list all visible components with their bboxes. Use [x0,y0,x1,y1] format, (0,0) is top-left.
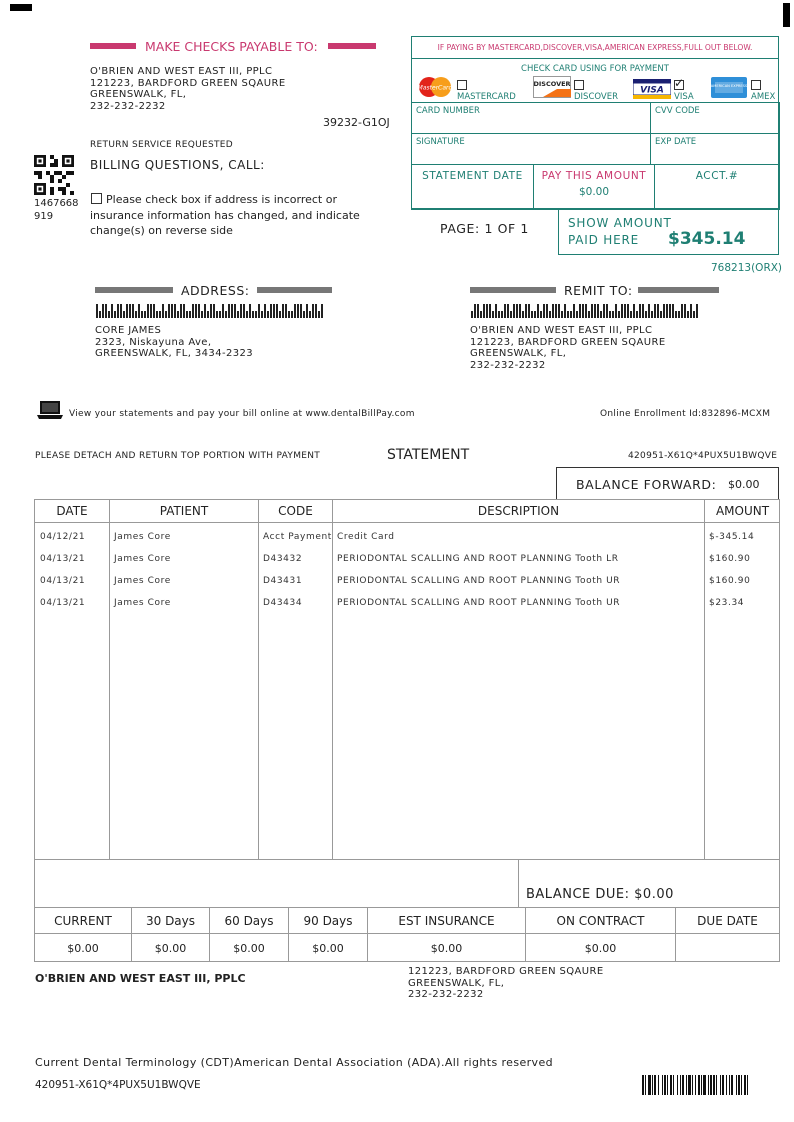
barcode-bar [126,304,128,318]
barcode-bar [630,311,632,318]
card-banner: IF PAYING BY MASTERCARD,DISCOVER,VISA,AMERICAN EXPRESS,FULL OUT BELOW. [437,43,753,52]
aging-header-60: 60 Days [224,914,274,928]
row-amount: $23.34 [709,598,745,608]
footer-practice-name: O'BRIEN AND WEST EAST III, PPLC [35,972,246,985]
statement-date-cell [411,164,534,210]
statement-table [34,499,780,962]
barcode-bar [651,311,653,318]
barcode-bar [219,311,221,318]
barcode-bar [540,311,542,318]
barcode-bar [321,304,323,318]
barcode-bar [300,304,302,318]
statement-code: 420951-X61Q*4PUX5U1BWQVE [628,451,778,461]
barcode-bar [558,304,560,318]
barcode-bar [654,304,656,318]
visa-label: VISA [674,92,694,102]
row-patient: James Core [114,532,171,542]
mastercard-logo-text: MasterCard [417,84,453,92]
aging-value-60: $0.00 [233,942,265,955]
remit-line: 232-232-2232 [470,359,546,371]
signature-field[interactable] [411,133,651,165]
row-code: D43434 [263,598,303,608]
barcode-bar [624,304,626,318]
barcode-bar [141,311,143,318]
barcode-bar [549,311,551,318]
exp-date-field[interactable] [650,133,780,165]
barcode-bar [666,304,668,318]
barcode-bar [105,304,107,318]
barcode-bar [537,304,539,318]
billing-questions-label: BILLING QUESTIONS, CALL: [90,158,265,172]
balance-due [526,887,674,902]
col-header-code: CODE [278,504,313,518]
visa-logo-text: VISA [640,85,664,96]
barcode-bar [564,304,566,318]
paid-here-label: PAID HERE [568,233,639,247]
card-banner-rule [412,58,778,59]
footer-address-line: GREENSWALK, FL, [408,977,505,989]
barcode-bar [597,304,599,318]
mastercard-logo [416,76,454,98]
aging-value-90: $0.00 [312,942,344,955]
barcode-bar [213,304,215,318]
barcode-bar [291,311,293,318]
barcode-bar [669,304,671,318]
barcode-bar [627,304,629,318]
barcode-bar [294,304,296,318]
barcode-bar [660,311,662,318]
barcode-bar [483,304,485,318]
barcode-bar [165,311,167,318]
row-amount: $160.90 [709,576,751,586]
barcode-bar [522,311,524,318]
barcode-bar [510,311,512,318]
barcode-bar [237,311,239,318]
registration-mark-left [10,4,32,11]
remit-line: O'BRIEN AND WEST EAST III, PPLC [470,325,653,336]
row-amount: $160.90 [709,554,751,564]
qr-number-1: 1467668 [34,198,79,209]
pay-this-amount-value: $0.00 [578,186,610,198]
amount-paid-box [558,208,779,255]
barcode-bar [144,311,146,318]
barcode-bar [591,304,593,318]
barcode-bar [663,304,665,318]
remit-postal-barcode [471,304,698,318]
barcode-bar [228,304,230,318]
barcode-bar [288,311,290,318]
aging-header-est-insurance: EST INSURANCE [398,914,495,928]
barcode-bar [672,304,674,318]
barcode-bar [573,304,575,318]
barcode-bar [138,304,140,318]
barcode-bar [306,304,308,318]
barcode-bar [318,311,320,318]
col-header-description: DESCRIPTION [477,504,560,518]
pink-rule-right [328,43,376,49]
barcode-bar [675,311,677,318]
barcode-bar [258,304,260,318]
barcode-bar [264,304,266,318]
row-patient: James Core [114,554,171,564]
barcode-bar [195,304,197,318]
row-code: Acct Payment [263,532,332,542]
address-postal-barcode [96,304,323,318]
aging-value-est-insurance: $0.00 [430,942,463,955]
barcode-bar [285,304,287,318]
barcode-bar [492,311,494,318]
laptop-icon [36,400,64,420]
remit-line: 121223, BARDFORD GREEN SQAURE [470,336,666,348]
barcode-bar [618,311,620,318]
recipient-line: CORE JAMES [95,325,162,336]
barcode-bar [570,311,572,318]
barcode-bar [645,311,647,318]
registration-mark-right [783,3,790,27]
remit-rule-right [638,287,719,293]
barcode-bar [588,311,590,318]
exp-date-label: EXP DATE [655,137,697,147]
payee-line: GREENSWALK, FL, [90,89,187,100]
barcode-bar [474,304,476,318]
make-checks-label: MAKE CHECKS PAYABLE TO: [145,39,318,54]
barcode-bar [114,311,116,318]
barcode-bar [612,311,614,318]
footer-address-line: 121223, BARDFORD GREEN SQAURE [408,966,604,977]
barcode-bar [279,311,281,318]
paid-here-value: $345.14 [668,229,746,249]
balance-due-value: $0.00 [634,887,674,902]
row-date: 04/13/21 [40,576,86,586]
aging-value-on-contract: $0.00 [584,942,617,955]
cvv-label: CVV CODE [655,106,700,116]
barcode-bar [552,304,554,318]
barcode-bar [546,304,548,318]
mastercard-checkbox[interactable] [457,80,467,90]
amex-logo-text: AMERICAN EXPRESS [711,84,747,88]
row-code: D43431 [263,576,303,586]
payee-line: O'BRIEN AND WEST EAST III, PPLC [90,66,273,77]
barcode-bar [240,304,242,318]
acct-label: ACCT.# [695,170,739,182]
online-billpay-text: View your statements and pay your bill online at www.dentalBillPay.com [69,409,415,419]
barcode-bar [255,311,257,318]
aging-header-90: 90 Days [303,914,353,928]
barcode-bar [132,304,134,318]
barcode-bar [525,304,527,318]
barcode-bar [303,311,305,318]
address-rule-left [95,287,173,293]
barcode-bar [102,304,104,318]
footer-code: 420951-X61Q*4PUX5U1BWQVE [35,1079,201,1091]
barcode-bar [246,311,248,318]
barcode-bar [594,304,596,318]
balance-forward-box [556,467,779,500]
barcode-bar [504,304,506,318]
barcode-bar [678,311,680,318]
barcode-bar [99,311,101,318]
online-enrollment-id: Online Enrollment Id:832896-MCXM [600,409,771,419]
row-patient: James Core [114,576,171,586]
copyright-notice: Current Dental Terminology (CDT)American Dental Association (ADA).All rights reserved [35,1056,554,1069]
barcode-bar [216,311,218,318]
barcode-bar [513,304,515,318]
barcode-bar [567,311,569,318]
barcode-bar [528,304,530,318]
row-date: 04/13/21 [40,554,86,564]
barcode-bar [582,304,584,318]
barcode-bar [162,304,164,318]
acct-cell [654,164,780,210]
barcode-bar [123,311,125,318]
qr-number-2: 919 [34,211,54,222]
row-description: PERIODONTAL SCALLING AND ROOT PLANNING Tooth UR [337,598,621,608]
barcode-bar [696,304,698,318]
row-code: D43432 [263,554,303,564]
barcode-bar [600,311,602,318]
footer-address-line: 232-232-2232 [408,989,484,1000]
barcode-bar [480,311,482,318]
aging-value-30: $0.00 [154,942,187,955]
visa-check-mark: ✓ [674,76,685,90]
col-header-amount: AMOUNT [715,504,770,518]
barcode-bar [147,304,149,318]
pay-this-amount-cell [533,164,655,210]
barcode-bar [249,304,251,318]
barcode-bar [543,304,545,318]
aging-header-due-date: DUE DATE [697,914,758,928]
barcode-bar [252,311,254,318]
row-patient: James Core [114,598,171,608]
barcode-bar [312,304,314,318]
statement-title: STATEMENT [387,447,470,463]
remit-label: REMIT TO: [564,283,633,298]
barcode-bar [120,304,122,318]
barcode-bar [534,311,536,318]
barcode-bar [225,311,227,318]
barcode-bar [180,304,182,318]
discover-label: DISCOVER [574,92,619,102]
payee-line: 121223, BARDFORD GREEN SQAURE [90,77,286,89]
col-header-patient: PATIENT [159,504,209,518]
barcode-bar [189,311,191,318]
pink-rule-left [90,43,136,49]
barcode-bar [636,311,638,318]
barcode-bar [690,304,692,318]
barcode-bar [117,304,119,318]
row-amount: $-345.14 [709,532,755,542]
barcode-bar [498,311,500,318]
barcode-bar [621,304,623,318]
barcode-bar [681,304,683,318]
barcode-bar [648,304,650,318]
amex-label: AMEX [751,92,776,102]
barcode-bar [171,304,173,318]
barcode-bar [561,311,563,318]
return-service-label: RETURN SERVICE REQUESTED [90,140,233,150]
barcode-bar [585,304,587,318]
barcode-bar [297,304,299,318]
barcode-bar [267,311,269,318]
card-payment-box [411,36,779,209]
row-description: PERIODONTAL SCALLING AND ROOT PLANNING Tooth UR [337,576,621,586]
visa-logo [633,79,671,99]
barcode-bar [657,304,659,318]
recipient-line: GREENSWALK, FL, 3434-2323 [95,348,254,359]
card-number-label: CARD NUMBER [416,106,480,116]
col-header-date: DATE [56,504,88,518]
card-number-field[interactable] [411,102,651,134]
barcode-bar [198,304,200,318]
barcode-bar [234,304,236,318]
discover-logo-text: DISCOVER [533,80,571,88]
barcode-bar [243,304,245,318]
balance-forward-value: $0.00 [728,478,760,491]
barcode-bar [210,304,212,318]
payment-ref-code: 768213(ORX) [711,262,783,274]
aging-header-30: 30 Days [145,914,196,928]
address-label: ADDRESS: [181,283,250,298]
barcode-bar [261,311,263,318]
barcode-bar [108,311,110,318]
barcode-bar [606,304,608,318]
barcode-bar [129,304,131,318]
barcode-bar [270,304,272,318]
barcode-bar [555,304,557,318]
signature-label: SIGNATURE [416,137,465,147]
barcode-bar [684,304,686,318]
barcode-bar [748,1075,750,1095]
remit-rule-left [470,287,556,293]
barcode-bar [222,304,224,318]
barcode-bar [156,311,158,318]
aging-header-current: CURRENT [54,914,112,928]
footer-address [408,966,604,1001]
aging-value-current: $0.00 [67,942,99,955]
aging-header-on-contract: ON CONTRACT [556,914,645,928]
barcode-bar [579,304,581,318]
barcode-bar [174,304,176,318]
barcode-bar [477,304,479,318]
barcode-bar [489,304,491,318]
payee-address [90,66,286,112]
payee-line: 232-232-2232 [90,100,166,112]
amex-checkbox[interactable] [751,80,761,90]
barcode-bar [603,304,605,318]
row-date: 04/13/21 [40,598,86,608]
address-change-text: Please check box if address is incorrect or insurance information has changed, and indicate change(s) on reverse side [90,193,360,237]
barcode-bar [687,311,689,318]
discover-checkbox[interactable] [574,80,584,90]
barcode-bar [96,304,98,318]
barcode-bar [150,304,152,318]
barcode-bar [519,304,521,318]
barcode-bar [207,311,209,318]
barcode-bar [507,304,509,318]
barcode-bar [282,304,284,318]
recipient-address [95,325,253,360]
barcode-bar [153,304,155,318]
recipient-line: 2323, Niskayuna Ave, [95,336,212,348]
barcode-bar [309,311,311,318]
detach-instructions: PLEASE DETACH AND RETURN TOP PORTION WITH PAYMENT [35,451,321,461]
footer-barcode [642,1075,792,1095]
remit-address [470,325,666,371]
barcode-bar [159,311,161,318]
remit-line: GREENSWALK, FL, [470,348,567,359]
row-description: Credit Card [337,532,395,542]
barcode-bar [204,304,206,318]
barcode-bar [516,304,518,318]
balance-due-label: BALANCE DUE: [526,887,630,902]
barcode-bar [186,311,188,318]
header-ref-code: 39232-G1OJ [323,116,390,129]
barcode-bar [501,311,503,318]
check-card-label: CHECK CARD USING FOR PAYMENT [521,64,669,74]
balance-forward-label: BALANCE FORWARD: [576,477,717,492]
statement-date-label: STATEMENT DATE [422,170,523,182]
barcode-bar [486,304,488,318]
barcode-bar [111,304,113,318]
barcode-bar [273,304,275,318]
barcode-bar [495,304,497,318]
barcode-bar [531,311,533,318]
barcode-bar [471,311,473,318]
cvv-field[interactable] [650,102,780,134]
page-indicator: PAGE: 1 OF 1 [440,221,529,236]
mastercard-label: MASTERCARD [457,92,516,102]
barcode-bar [639,304,641,318]
barcode-bar [633,304,635,318]
pay-this-amount-label: PAY THIS AMOUNT [541,170,647,182]
qr-code [34,155,74,195]
barcode-bar [177,311,179,318]
barcode-bar [693,311,695,318]
row-date: 04/12/21 [40,532,86,542]
barcode-bar [609,311,611,318]
amex-logo [711,77,747,98]
discover-logo [533,76,571,98]
barcode-bar [615,304,617,318]
barcode-bar [183,304,185,318]
barcode-bar [192,304,194,318]
show-amount-label: SHOW AMOUNT [568,216,672,230]
row-description: PERIODONTAL SCALLING AND ROOT PLANNING Tooth LR [337,554,619,564]
barcode-bar [135,311,137,318]
barcode-bar [642,304,644,318]
barcode-bar [168,304,170,318]
barcode-bar [231,304,233,318]
barcode-bar [276,304,278,318]
barcode-bar [315,304,317,318]
address-rule-right [257,287,332,293]
barcode-bar [576,311,578,318]
barcode-bar [201,311,203,318]
